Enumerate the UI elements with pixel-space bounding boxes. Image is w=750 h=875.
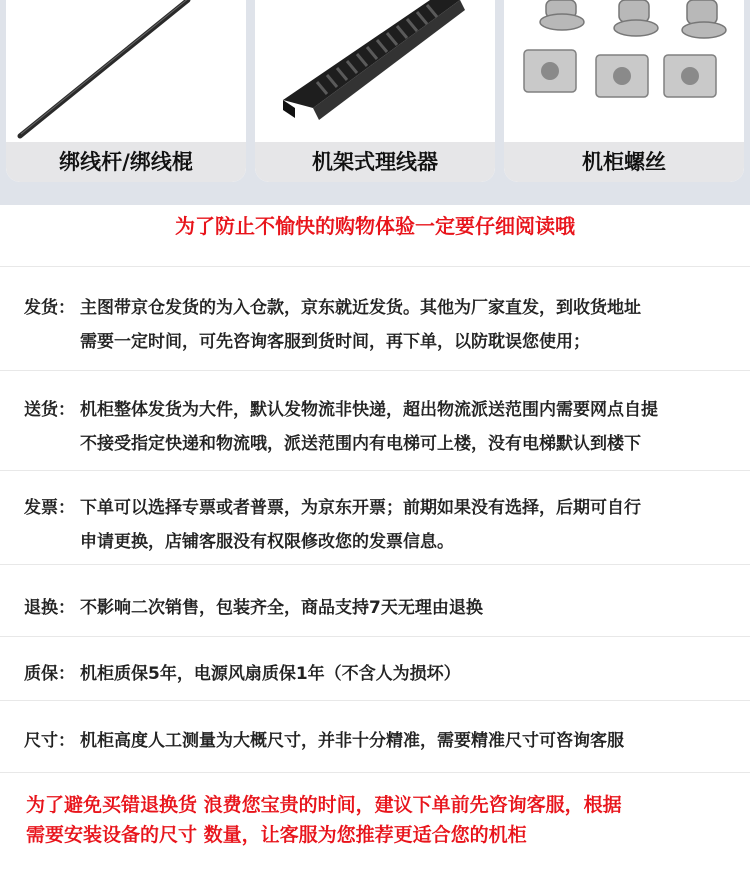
policy-text: 不影响二次销售，包装齐全，商品支持7天无理由退换 xyxy=(80,598,483,618)
policy-text: 不接受指定快递和物流哦，派送范围内有电梯可上楼，没有电梯默认到楼下 xyxy=(80,434,641,454)
product-card-rack-cable-manager[interactable] xyxy=(255,0,495,182)
footer-notice-line: 需要安装设备的尺寸 数量，让客服为您推荐更适合您的机柜 xyxy=(26,824,527,846)
product-label: 机架式理线器 xyxy=(255,142,495,182)
policy-row-shipping xyxy=(0,266,750,371)
product-card-cable-bar[interactable] xyxy=(6,0,246,182)
policy-row-warranty xyxy=(0,636,750,701)
policy-text: 需要一定时间，可先咨询客服到货时间，再下单，以防耽误您使用； xyxy=(80,332,590,352)
policy-title: 质保： xyxy=(24,664,75,684)
footer-notice-line: 为了避免买错退换货 浪费您宝贵的时间，建议下单前先咨询客服，根据 xyxy=(26,794,622,816)
policy-text: 主图带京仓发货的为入仓款，京东就近发货。其他为厂家直发，到收货地址 xyxy=(80,298,641,318)
notice-banner: 为了防止不愉快的购物体验一定要仔细阅读哦 xyxy=(175,214,575,238)
policy-row-return xyxy=(0,564,750,637)
cable-bar-image xyxy=(6,0,246,142)
policy-title: 发票： xyxy=(24,498,75,518)
policy-row-delivery xyxy=(0,370,750,471)
product-label: 机柜螺丝 xyxy=(504,142,744,182)
policy-text: 申请更换，店铺客服没有权限修改您的发票信息。 xyxy=(80,532,454,552)
policy-text: 机柜整体发货为大件，默认发物流非快递，超出物流派送范围内需要网点自提 xyxy=(80,400,658,420)
policy-text: 机柜高度人工测量为大概尺寸，并非十分精准，需要精准尺寸可咨询客服 xyxy=(80,731,624,751)
divider xyxy=(0,772,750,773)
rack-cable-manager-image xyxy=(255,0,495,142)
policy-title: 尺寸： xyxy=(24,731,75,751)
product-label: 绑线杆/绑线棍 xyxy=(6,142,246,182)
policy-title: 送货： xyxy=(24,400,75,420)
product-card-cage-nut-screw[interactable] xyxy=(504,0,744,182)
cage-nut-screw-image xyxy=(504,0,744,142)
policy-text: 机柜质保5年，电源风扇质保1年（不含人为损坏） xyxy=(80,664,461,684)
policy-text: 下单可以选择专票或者普票，为京东开票；前期如果没有选择，后期可自行 xyxy=(80,498,641,518)
policy-row-invoice xyxy=(0,470,750,565)
policy-title: 退换： xyxy=(24,598,75,618)
policy-title: 发货： xyxy=(24,298,75,318)
policy-row-size xyxy=(0,700,750,773)
